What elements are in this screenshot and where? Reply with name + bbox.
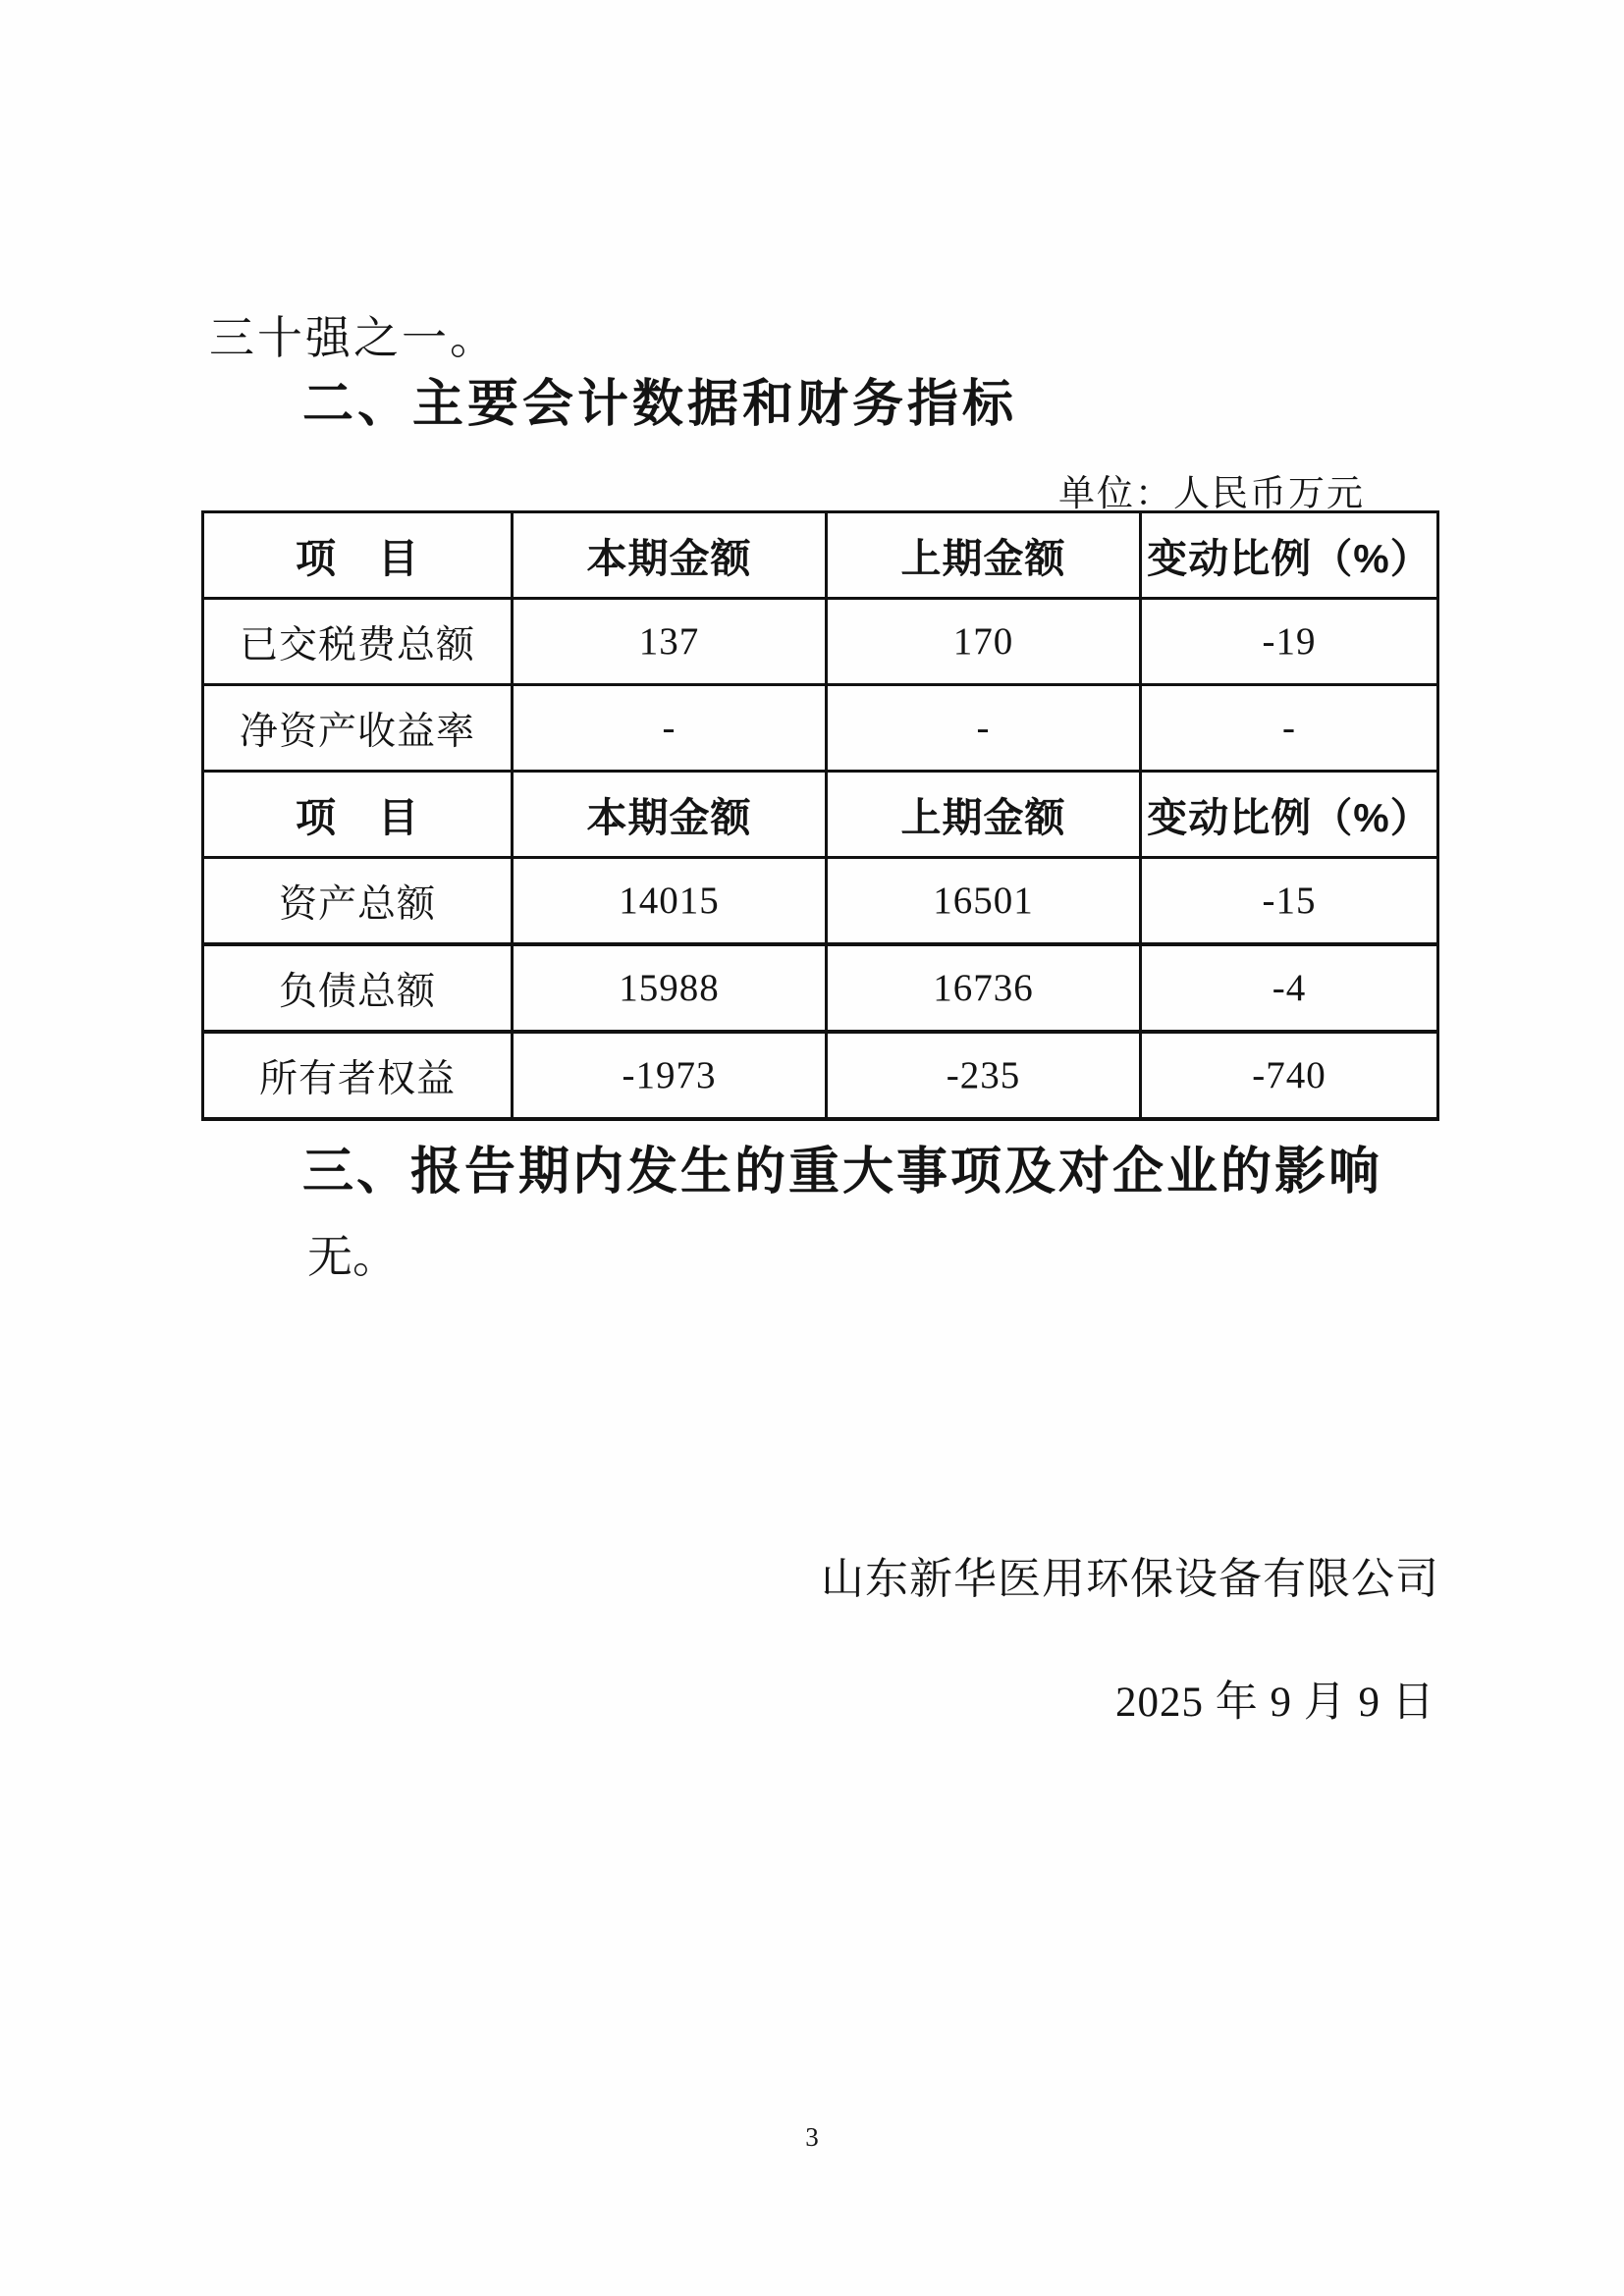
table-row <box>203 685 1438 772</box>
table-cell: 所有者权益 <box>203 1032 513 1119</box>
table-cell: 16501 <box>827 858 1141 945</box>
table-header-cell: 变动比例（%） <box>1141 512 1438 599</box>
table-header-cell: 项 目 <box>203 512 513 599</box>
table-cell: - <box>513 685 827 772</box>
table-cell: 170 <box>827 599 1141 685</box>
paragraph-continuation: 三十强之一。 <box>209 313 498 363</box>
table-row <box>203 599 1438 685</box>
section-heading-3: 三、报告期内发生的重大事项及对企业的影响 <box>302 1144 1383 1201</box>
section-3-body: 无。 <box>307 1232 398 1282</box>
table-header-row <box>203 772 1438 858</box>
table-cell: 资产总额 <box>203 858 513 945</box>
table-header-cell: 本期金额 <box>513 512 827 599</box>
table-cell: -15 <box>1141 858 1438 945</box>
table-cell: 14015 <box>513 858 827 945</box>
table-cell: -235 <box>827 1032 1141 1119</box>
table-row <box>203 858 1438 945</box>
table-cell: - <box>827 685 1141 772</box>
report-date: 2025 年 9 月 9 日 <box>1115 1680 1435 1726</box>
table-unit-label: 单位：人民币万元 <box>1058 474 1365 514</box>
page-number: 3 <box>805 2122 819 2152</box>
table-header-cell: 变动比例（%） <box>1141 772 1438 858</box>
table-cell: -4 <box>1141 944 1438 1032</box>
table-cell: - <box>1141 685 1438 772</box>
table-cell: 净资产收益率 <box>203 685 513 772</box>
table-header-row <box>203 512 1438 599</box>
table-cell: -740 <box>1141 1032 1438 1119</box>
table-cell: 已交税费总额 <box>203 599 513 685</box>
table-header-cell: 项 目 <box>203 772 513 858</box>
table-cell: -1973 <box>513 1032 827 1119</box>
table-cell: 15988 <box>513 944 827 1032</box>
table-header-cell: 本期金额 <box>513 772 827 858</box>
table-header-cell: 上期金额 <box>827 512 1141 599</box>
section-heading-2: 二、主要会计数据和财务指标 <box>302 376 1018 433</box>
financial-indicators-table <box>201 510 1439 1121</box>
table-row <box>203 1032 1438 1119</box>
company-signature: 山东新华医用环保设备有限公司 <box>821 1555 1439 1603</box>
table-row <box>203 944 1438 1032</box>
table-cell: 负债总额 <box>203 944 513 1032</box>
table-cell: 16736 <box>827 944 1141 1032</box>
table-header-cell: 上期金额 <box>827 772 1141 858</box>
table-cell: -19 <box>1141 599 1438 685</box>
table-cell: 137 <box>513 599 827 685</box>
